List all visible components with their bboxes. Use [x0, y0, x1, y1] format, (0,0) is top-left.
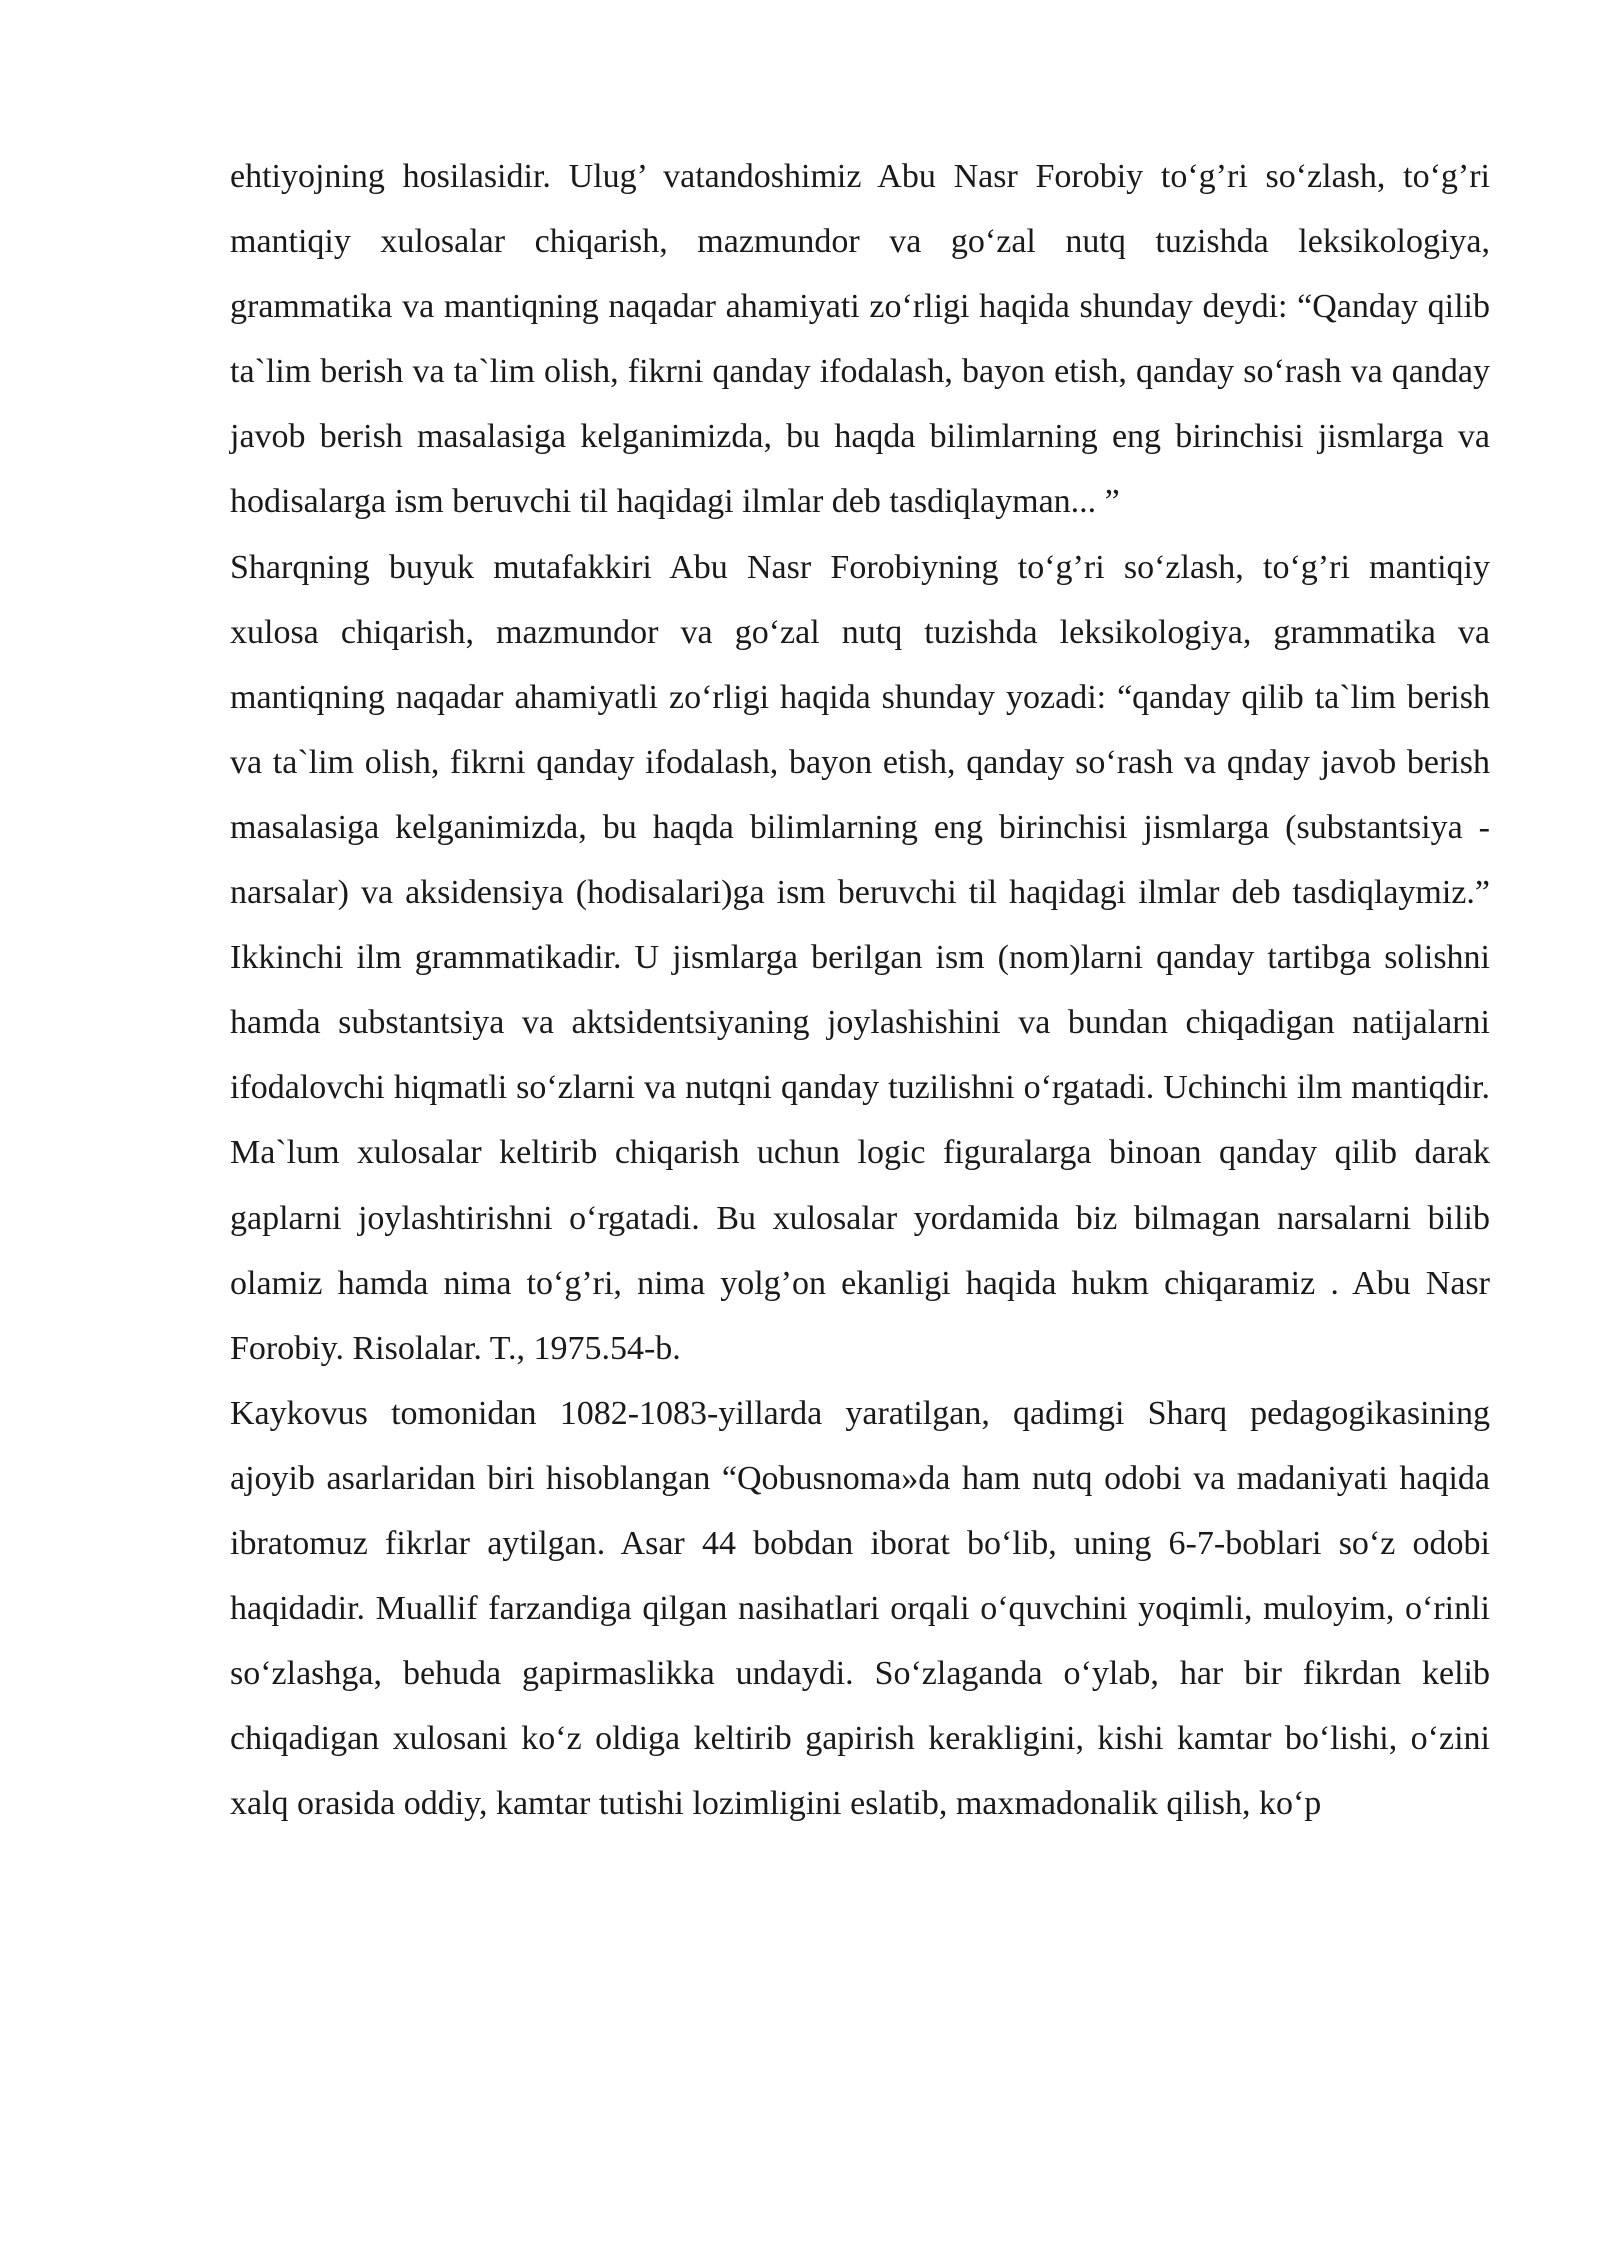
paragraph-forobiy-quote: ehtiyojning hosilasidir. Ulug’ vatandoshimiz Abu Nasr Forobiy to‘g’ri so‘zlash, to‘g’ri mantiqiy xulosalar chiqarish, mazmundor va go‘zal nutq tuzishda leksikologiya, grammatika va mantiqning naqadar ahamiyati zo‘rligi haqida shunday deydi: “Qanday qilib ta`lim berish va ta`lim olish, fikrni qanday ifodalash, bayon etish, qanday so‘rash va qanday javob berish masalasiga kelganimizda, bu haqda bilimlarning eng birinchisi jismlarga va hodisalarga ism beruvchi til haqidagi ilmlar deb tasdiqlayman... ”: [230, 158, 1490, 521]
paragraph-qobusnoma: Kaykovus tomonidan 1082-1083-yillarda yaratilgan, qadimgi Sharq pedagogikasining ajoyib asarlaridan biri hisoblangan “Qobusnoma»da ham nutq odobi va madaniyati haqida ibratomuz fikrlar aytilgan. Asar 44 bobdan iborat bo‘lib, uning 6-7-boblari so‘z odobi haqidadir. Muallif farzandiga qilgan nasihatlari orqali o‘quvchini yoqimli, muloyim, o‘rinli so‘zlashga, behuda gapirmaslikka undaydi. So‘zlaganda o‘ylab, har bir fikrdan kelib chiqadigan xulosani ko‘z oldiga keltirib gapirish kerakligini, kishi kamtar bo‘lishi, o‘zini xalq orasida oddiy, kamtar tutishi lozimligini eslatib, maxmadonalik qilish, ko‘p: [230, 1394, 1490, 1823]
document-page: [230, 144, 1490, 1836]
paragraph-forobiy-sciences: Sharqning buyuk mutafakkiri Abu Nasr Forobiyning to‘g’ri so‘zlash, to‘g’ri mantiqiy xulosa chiqarish, mazmundor va go‘zal nutq tuzishda leksikologiya, grammatika va mantiqning naqadar ahamiyatli zo‘rligi haqida shunday yozadi: “qanday qilib ta`lim berish va ta`lim olish, fikrni qanday ifodalash, bayon etish, qanday so‘rash va qnday javob berish masalasiga kelganimizda, bu haqda bilimlarning eng birinchisi jismlarga (substantsiya -narsalar) va aksidensiya (hodisalari)ga ism beruvchi til haqidagi ilmlar deb tasdiqlaymiz.” Ikkinchi ilm grammatikadir. U jismlarga berilgan ism (nom)larni qanday tartibga solishni hamda substantsiya va aktsidentsiyaning joylashishini va bundan chiqadigan natijalarni ifodalovchi hiqmatli so‘zlarni va nutqni qanday tuzilishni o‘rgatadi. Uchinchi ilm mantiqdir. Ma`lum xulosalar keltirib chiqarish uchun logic figuralarga binoan qanday qilib darak gaplarni joylashtirishni o‘rgatadi. Bu xulosalar yordamida biz bilmagan narsalarni bilib olamiz hamda nima to‘g’ri, nima yolg’on ekanligi haqida hukm chiqaramiz . Abu Nasr Forobiy. Risolalar. T., 1975.54-b.: [230, 548, 1490, 1367]
